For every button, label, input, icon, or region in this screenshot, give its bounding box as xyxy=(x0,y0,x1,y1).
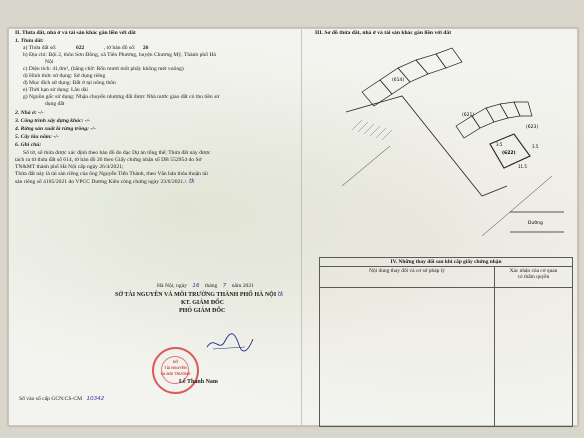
section-ii-title: II. Thửa đất, nhà ở và tài sản khác gắn liền với đất xyxy=(15,30,136,36)
parcel-number: 622 xyxy=(75,45,85,51)
agency-initials: tk xyxy=(277,291,284,298)
changes-col-confirmation-l1: Xác nhận của cơ quan xyxy=(509,268,558,274)
map-label-road: Đường xyxy=(528,221,543,226)
signature xyxy=(205,329,255,355)
origin-line-1: g) Nguồn gốc sử dụng: Nhận chuyển nhượng đất được Nhà nước giao đất có thu tiền sử xyxy=(23,94,220,100)
registration-number xyxy=(19,396,104,403)
map-dim-2: 11.5 xyxy=(518,164,527,169)
note-line-5 xyxy=(15,178,195,186)
page-fold xyxy=(301,29,302,425)
area-line: c) Diện tích: 41,0m², (bằng chữ: Bốn mươi mốt phẩy không mét vuông) xyxy=(23,66,184,72)
changes-col-content: Nội dung thay đổi và cơ sở pháp lý xyxy=(320,267,495,288)
note-line-3: TN&MT thành phố Hà Nội cấp ngày 26/4/2021; xyxy=(15,164,124,170)
address-line-1: b) Địa chỉ: Đội 2, thôn Sơn Đồng, xã Tiên Phương, huyện Chương Mỹ, Thành phố Hà xyxy=(23,52,216,58)
note-line-2: tách ra từ thửa đất số 614, tờ bản đồ 26 theo Giấy chứng nhận số DB 552954 do Sở xyxy=(15,157,202,163)
registration-label: Số vào sổ cấp GCN:CS-CM xyxy=(19,396,83,402)
stamp-line-2: TÀI NGUYÊN xyxy=(164,366,187,370)
map-dim-1: 3.5 xyxy=(496,142,503,147)
changes-table-body-row xyxy=(320,288,573,427)
usage-form-line: d) Hình thức sử dụng: Sử dụng riêng xyxy=(23,73,106,79)
issuing-agency xyxy=(115,291,284,299)
issue-date-month-label: tháng xyxy=(204,283,218,289)
map-sheet-number: 26 xyxy=(142,45,149,51)
note-line-4: Thửa đất này là tài sản riêng của ông Nguyễn Tiến Thành, theo Văn bản thỏa thuận tài xyxy=(15,171,208,177)
signer-title: PHÓ GIÁM ĐỐC xyxy=(179,308,226,314)
note-initials: tk xyxy=(188,178,195,185)
changes-col-confirmation xyxy=(495,267,573,288)
hatched-area xyxy=(352,120,392,140)
changes-col-confirmation-l2: có thẩm quyền xyxy=(517,274,550,280)
official-stamp xyxy=(152,347,199,394)
issuing-agency-name: SỞ TÀI NGUYÊN VÀ MÔI TRƯỜNG THÀNH PHỐ HÀ NỘI xyxy=(115,292,277,298)
section-iii-title: III. Sơ đồ thửa đất, nhà ở và tài sản khác gắn liền với đất xyxy=(315,30,452,36)
issue-day: 16 xyxy=(192,283,200,289)
note-line-1: Số tờ, số thửa được xác định theo bản đồ đo đạc Dự án tổng thể; Thửa đất này được xyxy=(23,150,211,156)
issue-date-prefix: Hà Nội, ngày xyxy=(157,283,187,289)
perennial-tree-line: 5. Cây lâu năm: -/- xyxy=(15,134,59,140)
address-line-2: Nội xyxy=(45,59,54,65)
other-construction-line: 3. Công trình xây dựng khác: -/- xyxy=(15,118,90,124)
parcel-number-label: a) Thửa đất số: xyxy=(23,45,57,51)
usage-term-line: e) Thời hạn sử dụng: Lâu dài xyxy=(23,87,88,93)
changes-table-title-row xyxy=(320,258,573,267)
map-label-622: (622) xyxy=(502,151,516,156)
stamp-line-1: SỞ xyxy=(172,360,179,364)
changes-content-cell xyxy=(320,288,495,427)
map-label-621: (621) xyxy=(462,113,475,118)
notes-heading: 6. Ghi chú: xyxy=(15,142,42,148)
signer-name: Lê Thanh Nam xyxy=(179,379,218,385)
parcel-heading: 1. Thửa đất: xyxy=(15,38,44,44)
map-label-614: (614) xyxy=(392,78,405,83)
signing-authority: KT. GIÁM ĐỐC xyxy=(181,300,225,306)
registration-value: 10342 xyxy=(86,396,105,402)
changes-table-title: IV. Những thay đổi sau khi cấp giấy chứng nhận xyxy=(320,258,573,267)
certificate-page xyxy=(8,28,578,426)
changes-confirmation-cell xyxy=(495,288,573,427)
house-line: 2. Nhà ở: -/- xyxy=(15,110,44,116)
changes-table-header-row xyxy=(320,267,573,288)
stamp-line-3: VÀ MÔI TRƯỜNG xyxy=(160,372,191,376)
changes-table xyxy=(319,257,573,427)
map-dim-3: 3.5 xyxy=(532,144,539,149)
forest-line: 4. Rừng sản xuất là rừng trồng: -/- xyxy=(15,126,96,132)
note-line-5-text: sản riêng số 4185/2021 do VPCC Dương Kiên công chứng ngày 23/6/2021./. xyxy=(15,179,188,185)
issue-month: 7 xyxy=(222,283,227,289)
issue-date xyxy=(157,283,254,290)
parcel-map xyxy=(332,36,577,241)
map-sheet-label: , tờ bản đồ số: xyxy=(103,45,136,51)
origin-line-2: dụng đất xyxy=(45,101,65,107)
usage-purpose-line: đ) Mục đích sử dụng: Đất ở tại nông thôn xyxy=(23,80,116,86)
map-label-623: (623) xyxy=(526,125,539,130)
issue-year: năm 2021 xyxy=(231,283,254,289)
parcel-number-line xyxy=(23,45,148,52)
parcel-strips xyxy=(362,48,532,168)
